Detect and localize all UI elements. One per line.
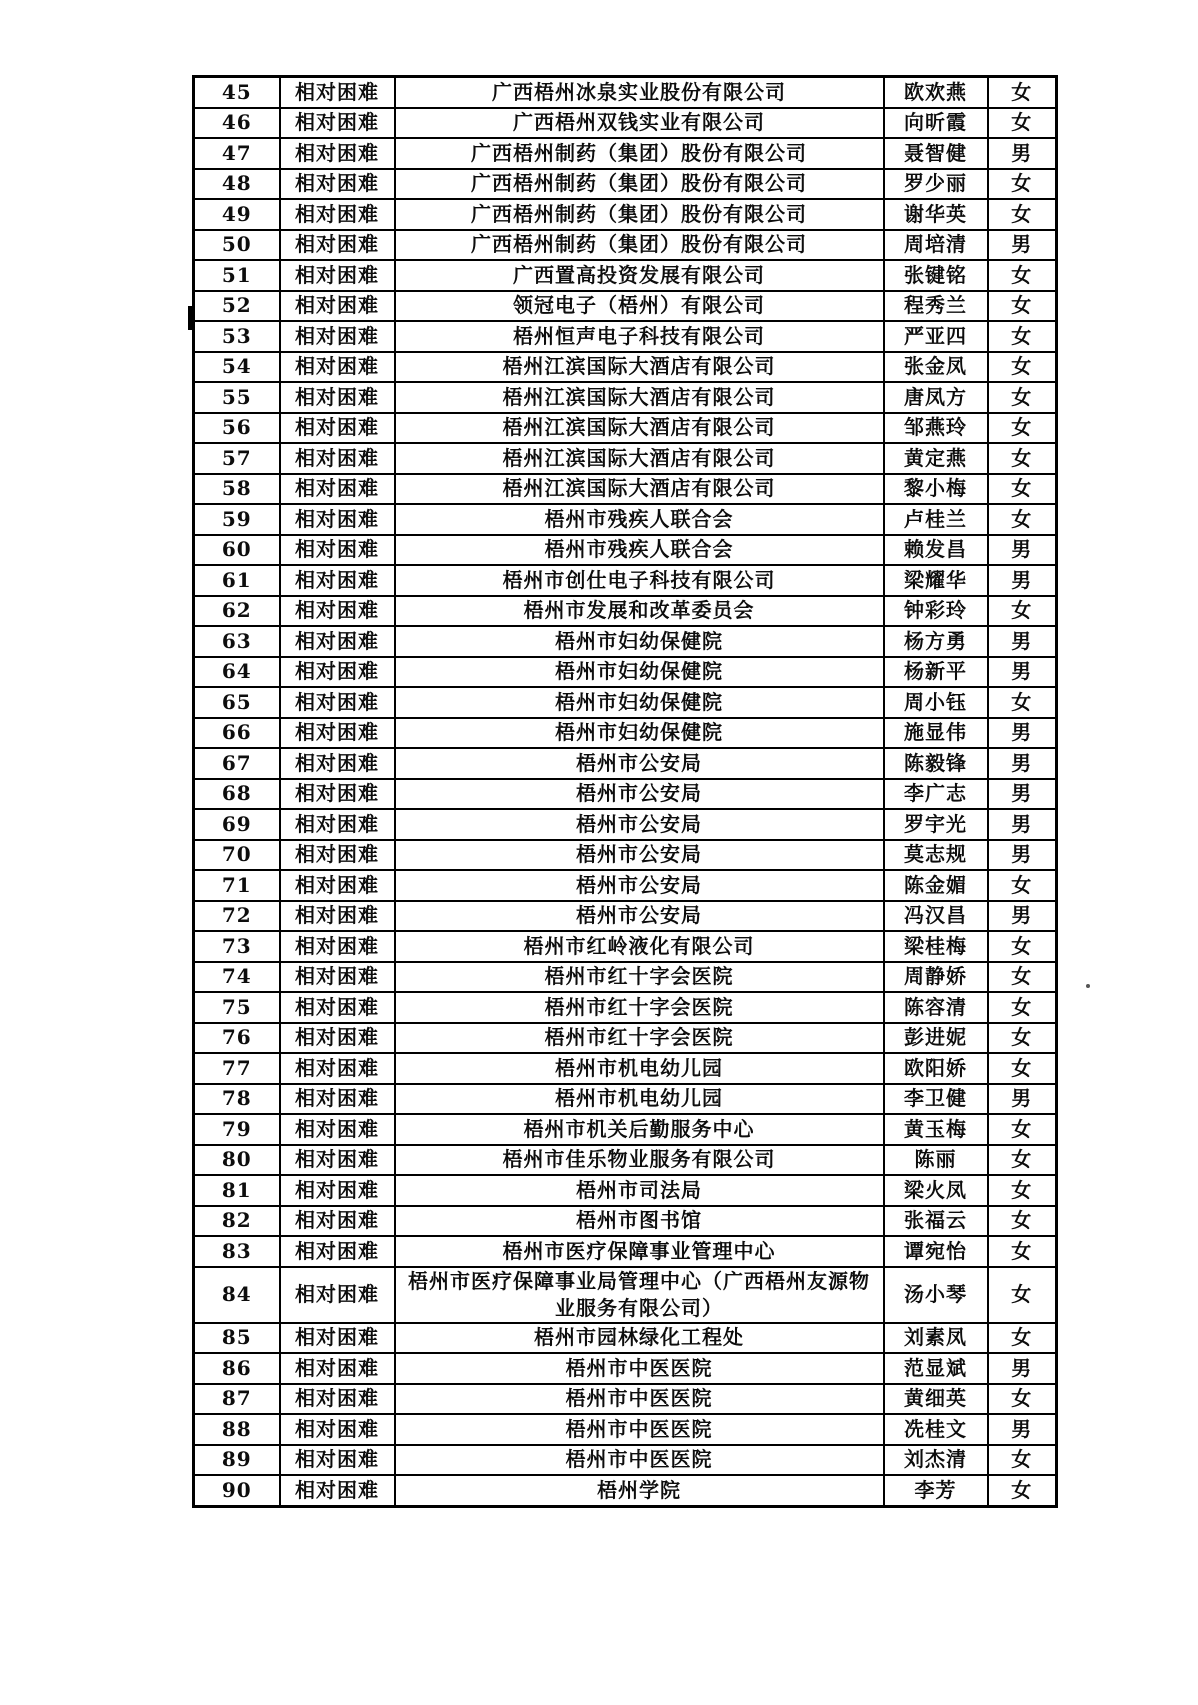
person-name: 聂智健	[884, 138, 988, 169]
difficulty-category: 相对困难	[280, 1353, 395, 1384]
difficulty-category: 相对困难	[280, 992, 395, 1023]
gender-value: 女	[988, 474, 1057, 505]
person-name: 程秀兰	[884, 291, 988, 322]
table-row	[194, 1353, 1057, 1384]
difficulty-category: 相对困难	[280, 870, 395, 901]
table-row	[194, 1445, 1057, 1476]
table-row	[194, 321, 1057, 352]
gender-value: 女	[988, 1236, 1057, 1267]
difficulty-category: 相对困难	[280, 931, 395, 962]
table-row	[194, 1267, 1057, 1323]
row-number: 81	[194, 1175, 280, 1206]
gender-value: 男	[988, 779, 1057, 810]
organization-name: 梧州恒声电子科技有限公司	[395, 321, 884, 352]
table-row	[194, 870, 1057, 901]
difficulty-category: 相对困难	[280, 382, 395, 413]
organization-name: 梧州市残疾人联合会	[395, 535, 884, 566]
person-name: 李卫健	[884, 1084, 988, 1115]
row-number: 46	[194, 108, 280, 139]
organization-name: 梧州市机关后勤服务中心	[395, 1114, 884, 1145]
person-name: 卢桂兰	[884, 504, 988, 535]
difficulty-category: 相对困难	[280, 1053, 395, 1084]
organization-name: 梧州市佳乐物业服务有限公司	[395, 1145, 884, 1176]
table-row	[194, 291, 1057, 322]
gender-value: 男	[988, 535, 1057, 566]
row-number: 88	[194, 1414, 280, 1445]
table-row	[194, 199, 1057, 230]
table-row	[194, 535, 1057, 566]
scan-artifact-dot	[1086, 984, 1090, 988]
person-name: 李芳	[884, 1475, 988, 1506]
person-name: 陈容清	[884, 992, 988, 1023]
organization-name: 梧州市图书馆	[395, 1206, 884, 1237]
table-row	[194, 809, 1057, 840]
row-number: 67	[194, 748, 280, 779]
organization-name: 梧州市中医医院	[395, 1445, 884, 1476]
table-row	[194, 1053, 1057, 1084]
difficulty-category: 相对困难	[280, 474, 395, 505]
row-number: 75	[194, 992, 280, 1023]
person-name: 冯汉昌	[884, 901, 988, 932]
gender-value: 女	[988, 1023, 1057, 1054]
table-row	[194, 443, 1057, 474]
table-row	[194, 1206, 1057, 1237]
organization-name: 广西置高投资发展有限公司	[395, 260, 884, 291]
table-row	[194, 1236, 1057, 1267]
table-row	[194, 687, 1057, 718]
organization-name: 梧州市园林绿化工程处	[395, 1323, 884, 1354]
row-number: 77	[194, 1053, 280, 1084]
row-number: 69	[194, 809, 280, 840]
person-name: 施显伟	[884, 718, 988, 749]
row-number: 64	[194, 657, 280, 688]
table-row	[194, 901, 1057, 932]
gender-value: 男	[988, 138, 1057, 169]
table-row	[194, 260, 1057, 291]
organization-name: 梧州市公安局	[395, 901, 884, 932]
difficulty-category: 相对困难	[280, 1414, 395, 1445]
organization-name: 梧州江滨国际大酒店有限公司	[395, 382, 884, 413]
row-number: 52	[194, 291, 280, 322]
person-name: 冼桂文	[884, 1414, 988, 1445]
row-number: 48	[194, 169, 280, 200]
difficulty-category: 相对困难	[280, 657, 395, 688]
row-number: 59	[194, 504, 280, 535]
table-row	[194, 779, 1057, 810]
row-number: 83	[194, 1236, 280, 1267]
table-row	[194, 1084, 1057, 1115]
difficulty-category: 相对困难	[280, 1023, 395, 1054]
table-row	[194, 565, 1057, 596]
person-name: 梁耀华	[884, 565, 988, 596]
person-name: 罗少丽	[884, 169, 988, 200]
gender-value: 男	[988, 718, 1057, 749]
table-row	[194, 413, 1057, 444]
organization-name: 梧州市红十字会医院	[395, 1023, 884, 1054]
difficulty-category: 相对困难	[280, 1384, 395, 1415]
gender-value: 女	[988, 1114, 1057, 1145]
person-name: 张金凤	[884, 352, 988, 383]
organization-name: 广西梧州制药（集团）股份有限公司	[395, 138, 884, 169]
row-number: 82	[194, 1206, 280, 1237]
table-row	[194, 352, 1057, 383]
table-row	[194, 596, 1057, 627]
organization-name: 梧州江滨国际大酒店有限公司	[395, 443, 884, 474]
table-row	[194, 1114, 1057, 1145]
difficulty-category: 相对困难	[280, 443, 395, 474]
person-name: 谢华英	[884, 199, 988, 230]
table-row	[194, 1175, 1057, 1206]
scan-artifact-tick	[188, 306, 192, 330]
table-row	[194, 840, 1057, 871]
difficulty-category: 相对困难	[280, 1475, 395, 1506]
person-name: 周小钰	[884, 687, 988, 718]
organization-name: 梧州市妇幼保健院	[395, 657, 884, 688]
organization-name: 领冠电子（梧州）有限公司	[395, 291, 884, 322]
difficulty-category: 相对困难	[280, 1323, 395, 1354]
table-row	[194, 382, 1057, 413]
organization-name: 梧州江滨国际大酒店有限公司	[395, 413, 884, 444]
organization-name: 梧州市发展和改革委员会	[395, 596, 884, 627]
gender-value: 女	[988, 504, 1057, 535]
gender-value: 男	[988, 230, 1057, 261]
organization-name: 梧州市公安局	[395, 779, 884, 810]
difficulty-category: 相对困难	[280, 108, 395, 139]
difficulty-category: 相对困难	[280, 962, 395, 993]
row-number: 74	[194, 962, 280, 993]
row-number: 85	[194, 1323, 280, 1354]
table-row	[194, 718, 1057, 749]
gender-value: 女	[988, 1267, 1057, 1323]
difficulty-category: 相对困难	[280, 77, 395, 108]
row-number: 65	[194, 687, 280, 718]
organization-name: 梧州市中医医院	[395, 1353, 884, 1384]
person-name: 陈丽	[884, 1145, 988, 1176]
gender-value: 女	[988, 291, 1057, 322]
table-row	[194, 931, 1057, 962]
row-number: 47	[194, 138, 280, 169]
person-name: 刘杰清	[884, 1445, 988, 1476]
person-name: 梁火凤	[884, 1175, 988, 1206]
gender-value: 男	[988, 901, 1057, 932]
gender-value: 女	[988, 687, 1057, 718]
gender-value: 女	[988, 962, 1057, 993]
organization-name: 广西梧州制药（集团）股份有限公司	[395, 169, 884, 200]
person-name: 欧欢燕	[884, 77, 988, 108]
person-name: 张福云	[884, 1206, 988, 1237]
person-name: 黄细英	[884, 1384, 988, 1415]
organization-name: 广西梧州冰泉实业股份有限公司	[395, 77, 884, 108]
difficulty-category: 相对困难	[280, 1175, 395, 1206]
organization-name: 梧州市创仕电子科技有限公司	[395, 565, 884, 596]
gender-value: 女	[988, 1053, 1057, 1084]
organization-name: 梧州市红十字会医院	[395, 962, 884, 993]
person-name: 周静娇	[884, 962, 988, 993]
row-number: 50	[194, 230, 280, 261]
table-row	[194, 1323, 1057, 1354]
person-name: 罗宇光	[884, 809, 988, 840]
gender-value: 女	[988, 1475, 1057, 1506]
person-name: 谭宛怡	[884, 1236, 988, 1267]
difficulty-category: 相对困难	[280, 809, 395, 840]
difficulty-category: 相对困难	[280, 1084, 395, 1115]
organization-name: 梧州市医疗保障事业局管理中心（广西梧州友源物业服务有限公司）	[395, 1267, 884, 1323]
row-number: 55	[194, 382, 280, 413]
organization-name: 梧州市机电幼儿园	[395, 1084, 884, 1115]
organization-name: 广西梧州双钱实业有限公司	[395, 108, 884, 139]
row-number: 76	[194, 1023, 280, 1054]
row-number: 61	[194, 565, 280, 596]
table-row	[194, 230, 1057, 261]
gender-value: 女	[988, 1445, 1057, 1476]
gender-value: 女	[988, 321, 1057, 352]
organization-name: 广西梧州制药（集团）股份有限公司	[395, 230, 884, 261]
organization-name: 梧州市机电幼儿园	[395, 1053, 884, 1084]
difficulty-category: 相对困难	[280, 596, 395, 627]
difficulty-category: 相对困难	[280, 1145, 395, 1176]
person-name: 杨方勇	[884, 626, 988, 657]
gender-value: 男	[988, 840, 1057, 871]
organization-name: 梧州市红岭液化有限公司	[395, 931, 884, 962]
row-number: 79	[194, 1114, 280, 1145]
person-name: 赖发昌	[884, 535, 988, 566]
gender-value: 女	[988, 596, 1057, 627]
row-number: 58	[194, 474, 280, 505]
row-number: 71	[194, 870, 280, 901]
difficulty-category: 相对困难	[280, 230, 395, 261]
person-name: 张键铭	[884, 260, 988, 291]
person-name: 范显斌	[884, 1353, 988, 1384]
beneficiary-table	[192, 75, 1058, 1508]
row-number: 80	[194, 1145, 280, 1176]
difficulty-category: 相对困难	[280, 718, 395, 749]
gender-value: 男	[988, 809, 1057, 840]
gender-value: 女	[988, 108, 1057, 139]
person-name: 黎小梅	[884, 474, 988, 505]
person-name: 彭进妮	[884, 1023, 988, 1054]
row-number: 51	[194, 260, 280, 291]
person-name: 黄定燕	[884, 443, 988, 474]
difficulty-category: 相对困难	[280, 535, 395, 566]
difficulty-category: 相对困难	[280, 687, 395, 718]
organization-name: 梧州江滨国际大酒店有限公司	[395, 352, 884, 383]
row-number: 63	[194, 626, 280, 657]
table-row	[194, 138, 1057, 169]
gender-value: 女	[988, 382, 1057, 413]
organization-name: 梧州江滨国际大酒店有限公司	[395, 474, 884, 505]
gender-value: 男	[988, 565, 1057, 596]
person-name: 邹燕玲	[884, 413, 988, 444]
organization-name: 梧州市医疗保障事业管理中心	[395, 1236, 884, 1267]
person-name: 唐凤方	[884, 382, 988, 413]
row-number: 87	[194, 1384, 280, 1415]
person-name: 钟彩玲	[884, 596, 988, 627]
table-row	[194, 1475, 1057, 1506]
gender-value: 女	[988, 413, 1057, 444]
gender-value: 女	[988, 169, 1057, 200]
table-row	[194, 626, 1057, 657]
difficulty-category: 相对困难	[280, 169, 395, 200]
difficulty-category: 相对困难	[280, 1267, 395, 1323]
row-number: 54	[194, 352, 280, 383]
organization-name: 广西梧州制药（集团）股份有限公司	[395, 199, 884, 230]
difficulty-category: 相对困难	[280, 840, 395, 871]
difficulty-category: 相对困难	[280, 748, 395, 779]
difficulty-category: 相对困难	[280, 504, 395, 535]
gender-value: 男	[988, 1353, 1057, 1384]
gender-value: 女	[988, 352, 1057, 383]
gender-value: 女	[988, 1384, 1057, 1415]
table-row	[194, 108, 1057, 139]
gender-value: 男	[988, 1084, 1057, 1115]
organization-name: 梧州市残疾人联合会	[395, 504, 884, 535]
table-row	[194, 1384, 1057, 1415]
gender-value: 女	[988, 1145, 1057, 1176]
organization-name: 梧州市司法局	[395, 1175, 884, 1206]
gender-value: 女	[988, 992, 1057, 1023]
person-name: 杨新平	[884, 657, 988, 688]
organization-name: 梧州市妇幼保健院	[395, 626, 884, 657]
person-name: 陈毅锋	[884, 748, 988, 779]
table-row	[194, 504, 1057, 535]
row-number: 86	[194, 1353, 280, 1384]
gender-value: 女	[988, 199, 1057, 230]
difficulty-category: 相对困难	[280, 291, 395, 322]
gender-value: 女	[988, 1323, 1057, 1354]
organization-name: 梧州市妇幼保健院	[395, 718, 884, 749]
row-number: 89	[194, 1445, 280, 1476]
difficulty-category: 相对困难	[280, 138, 395, 169]
table-row	[194, 992, 1057, 1023]
gender-value: 男	[988, 657, 1057, 688]
difficulty-category: 相对困难	[280, 321, 395, 352]
organization-name: 梧州市中医医院	[395, 1384, 884, 1415]
table-row	[194, 1145, 1057, 1176]
row-number: 66	[194, 718, 280, 749]
row-number: 90	[194, 1475, 280, 1506]
person-name: 黄玉梅	[884, 1114, 988, 1145]
gender-value: 女	[988, 77, 1057, 108]
organization-name: 梧州市公安局	[395, 809, 884, 840]
organization-name: 梧州市妇幼保健院	[395, 687, 884, 718]
row-number: 56	[194, 413, 280, 444]
person-name: 汤小琴	[884, 1267, 988, 1323]
organization-name: 梧州市公安局	[395, 870, 884, 901]
difficulty-category: 相对困难	[280, 352, 395, 383]
table-row	[194, 77, 1057, 108]
row-number: 57	[194, 443, 280, 474]
row-number: 49	[194, 199, 280, 230]
organization-name: 梧州市公安局	[395, 748, 884, 779]
table-row	[194, 962, 1057, 993]
gender-value: 女	[988, 1206, 1057, 1237]
person-name: 莫志规	[884, 840, 988, 871]
difficulty-category: 相对困难	[280, 199, 395, 230]
organization-name: 梧州市中医医院	[395, 1414, 884, 1445]
gender-value: 男	[988, 1414, 1057, 1445]
difficulty-category: 相对困难	[280, 1114, 395, 1145]
row-number: 62	[194, 596, 280, 627]
person-name: 刘素凤	[884, 1323, 988, 1354]
gender-value: 女	[988, 260, 1057, 291]
row-number: 70	[194, 840, 280, 871]
difficulty-category: 相对困难	[280, 1236, 395, 1267]
row-number: 53	[194, 321, 280, 352]
table-row	[194, 474, 1057, 505]
difficulty-category: 相对困难	[280, 413, 395, 444]
gender-value: 男	[988, 626, 1057, 657]
row-number: 45	[194, 77, 280, 108]
gender-value: 女	[988, 443, 1057, 474]
table-row	[194, 748, 1057, 779]
organization-name: 梧州市红十字会医院	[395, 992, 884, 1023]
person-name: 向昕霞	[884, 108, 988, 139]
person-name: 欧阳娇	[884, 1053, 988, 1084]
gender-value: 女	[988, 870, 1057, 901]
person-name: 严亚四	[884, 321, 988, 352]
organization-name: 梧州学院	[395, 1475, 884, 1506]
table-row	[194, 1023, 1057, 1054]
person-name: 梁桂梅	[884, 931, 988, 962]
organization-name: 梧州市公安局	[395, 840, 884, 871]
row-number: 78	[194, 1084, 280, 1115]
gender-value: 女	[988, 1175, 1057, 1206]
row-number: 68	[194, 779, 280, 810]
row-number: 84	[194, 1267, 280, 1323]
table-row	[194, 169, 1057, 200]
row-number: 72	[194, 901, 280, 932]
row-number: 60	[194, 535, 280, 566]
table-body	[194, 77, 1057, 1507]
difficulty-category: 相对困难	[280, 779, 395, 810]
gender-value: 女	[988, 931, 1057, 962]
difficulty-category: 相对困难	[280, 260, 395, 291]
table-row	[194, 1414, 1057, 1445]
row-number: 73	[194, 931, 280, 962]
difficulty-category: 相对困难	[280, 1445, 395, 1476]
person-name: 李广志	[884, 779, 988, 810]
gender-value: 男	[988, 748, 1057, 779]
difficulty-category: 相对困难	[280, 565, 395, 596]
table-row	[194, 657, 1057, 688]
difficulty-category: 相对困难	[280, 1206, 395, 1237]
person-name: 陈金媚	[884, 870, 988, 901]
person-name: 周培清	[884, 230, 988, 261]
difficulty-category: 相对困难	[280, 901, 395, 932]
difficulty-category: 相对困难	[280, 626, 395, 657]
